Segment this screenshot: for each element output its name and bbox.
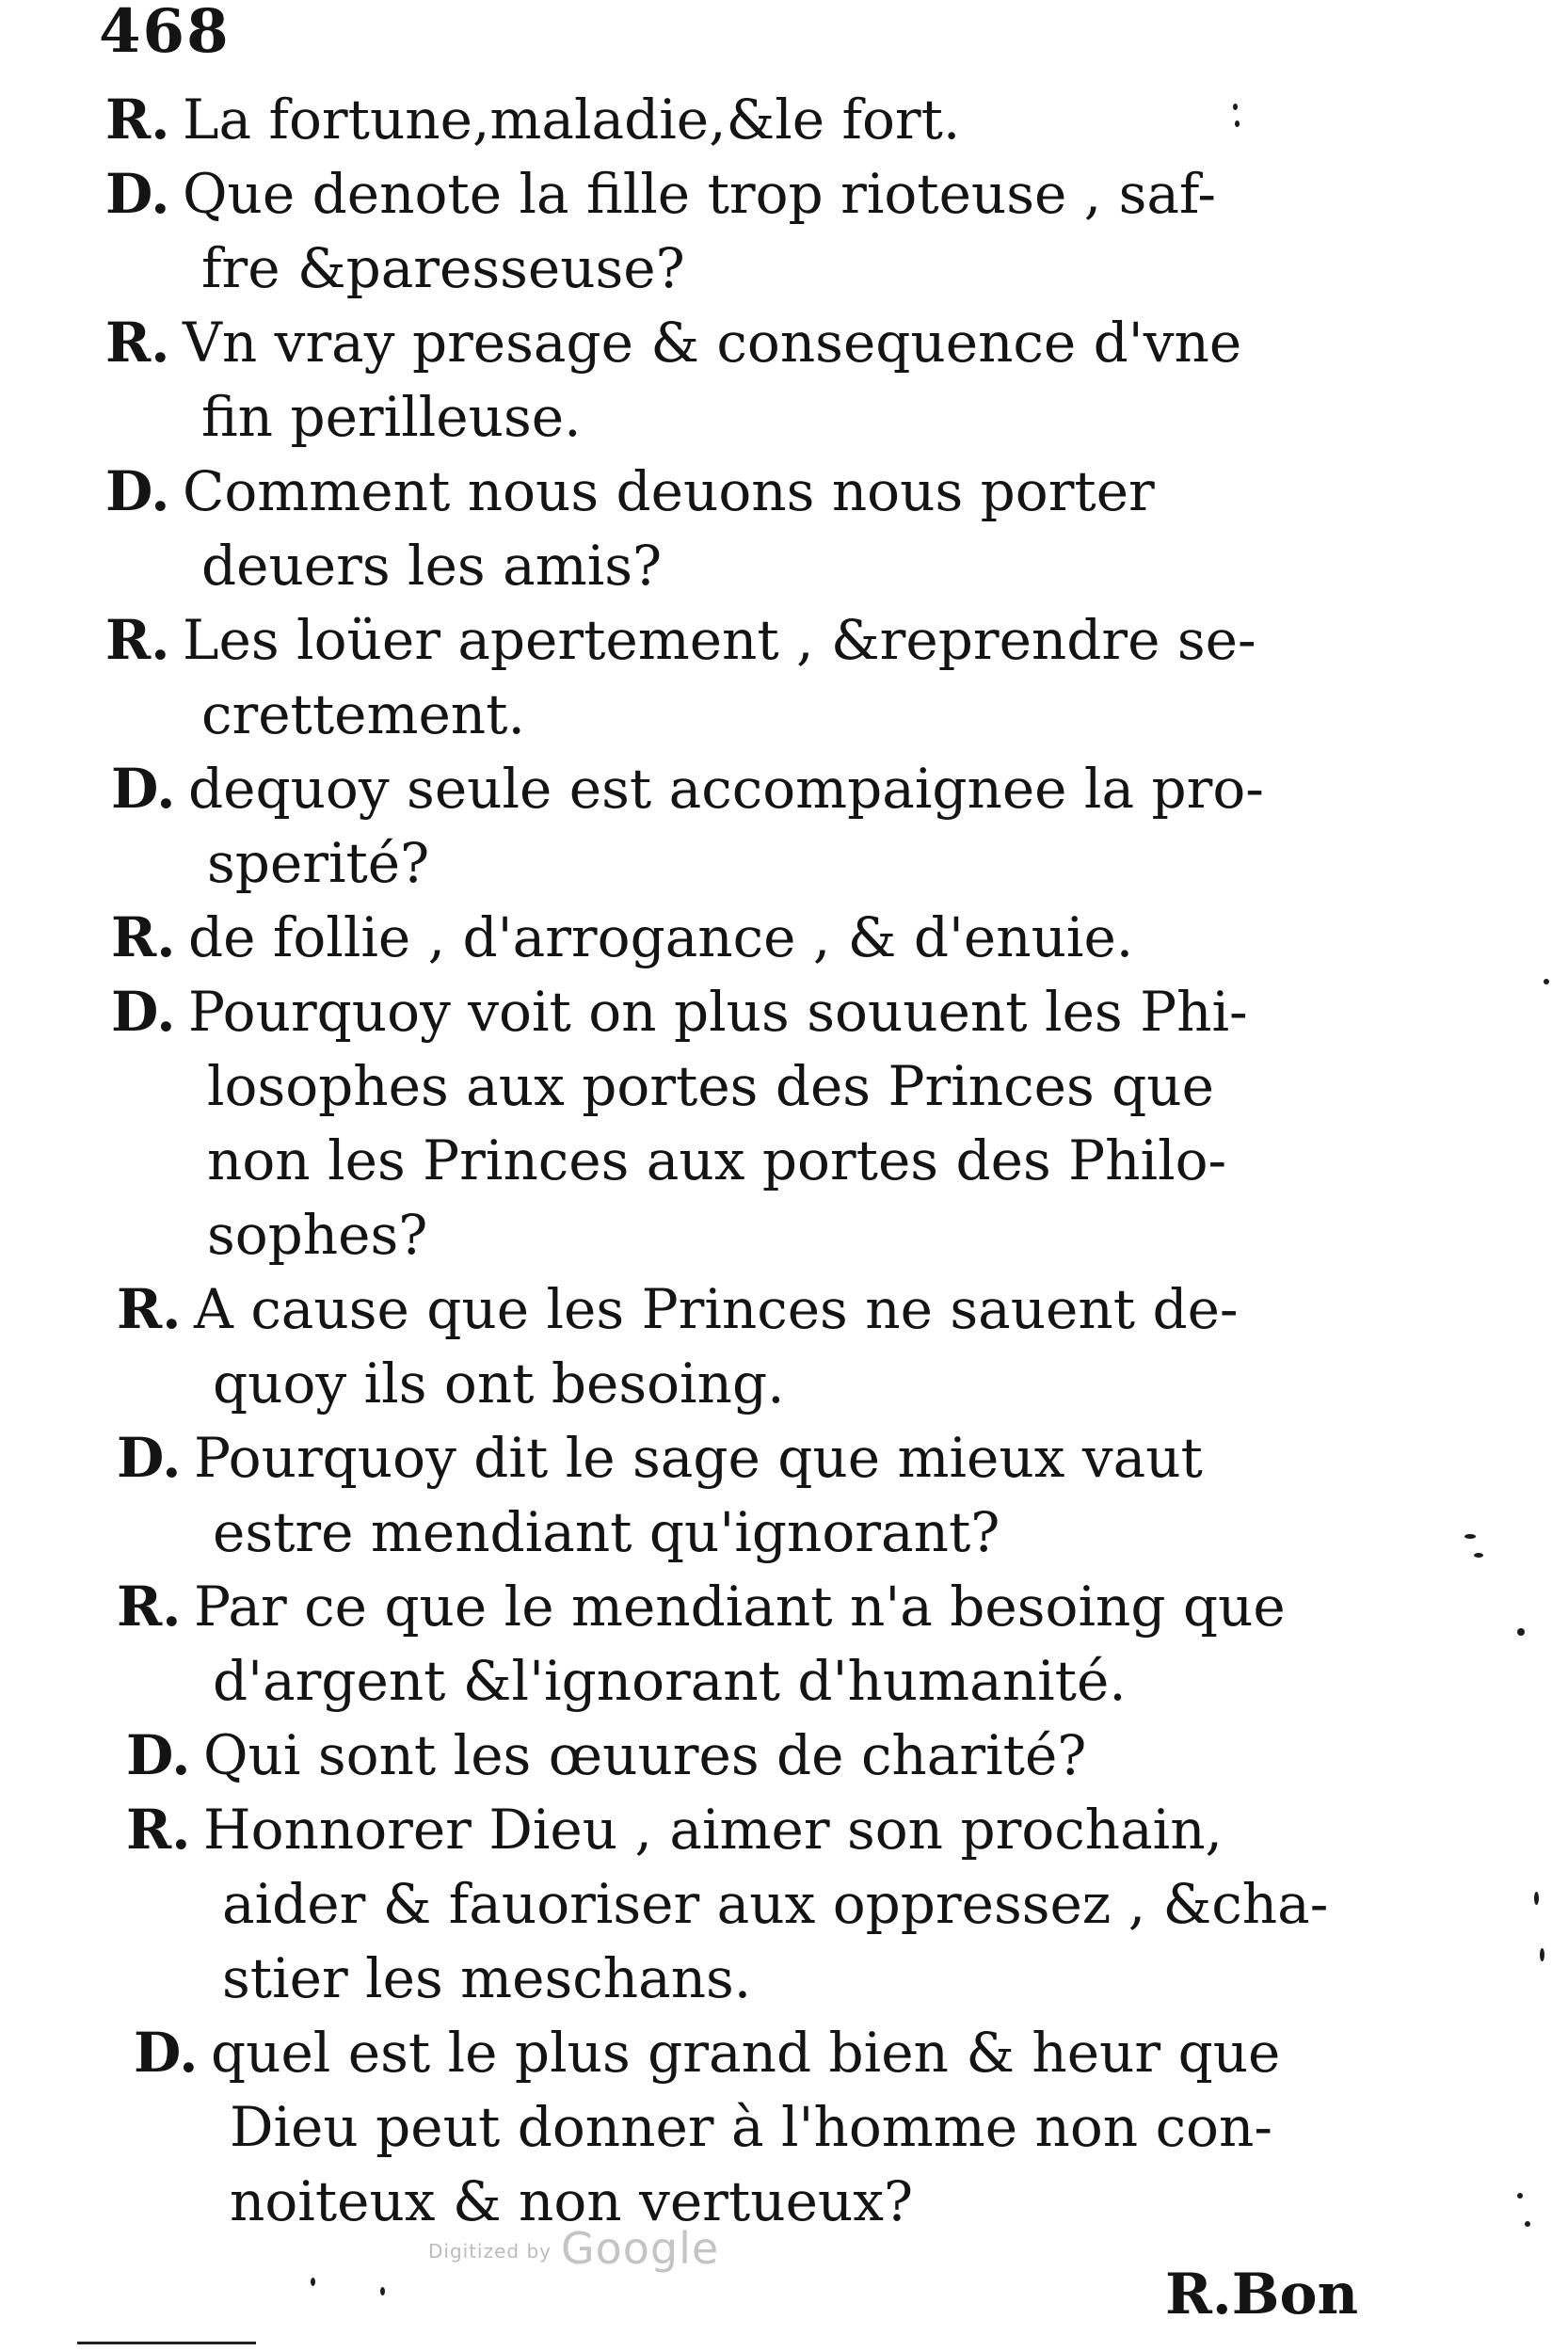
speaker-mark: D. bbox=[117, 1426, 182, 1490]
ink-speck bbox=[311, 2278, 315, 2286]
dialogue-entry bbox=[111, 752, 1357, 901]
ink-speck bbox=[1517, 1628, 1525, 1636]
speaker-mark: D. bbox=[105, 459, 170, 523]
text-line: fin perilleuse. bbox=[201, 385, 582, 449]
digitized-watermark bbox=[428, 2223, 719, 2274]
text-line: losophes aux portes des Princes que bbox=[207, 1054, 1214, 1118]
speaker-mark: R. bbox=[105, 88, 170, 152]
speaker-mark: D. bbox=[126, 1723, 191, 1787]
text-line: Vn vray presage & consequence d'vne bbox=[183, 311, 1242, 375]
text-line: Par ce que le mendiant n'a besoing que bbox=[194, 1575, 1286, 1639]
text-line: Pourquoy dit le sage que mieux vaut bbox=[194, 1426, 1203, 1490]
speaker-mark: R. bbox=[117, 1575, 182, 1639]
ink-speck bbox=[1534, 1892, 1539, 1905]
dialogue-entry bbox=[117, 1570, 1357, 1719]
dialogue-entry bbox=[105, 306, 1357, 455]
dialogue-entry bbox=[134, 2016, 1357, 2239]
ink-speck bbox=[1544, 979, 1549, 984]
text-line: quel est le plus grand bien & heur que bbox=[211, 2021, 1281, 2085]
text-line: noiteux & non vertueux? bbox=[230, 2169, 914, 2233]
ink-speck bbox=[380, 2287, 385, 2295]
text-line: fre &paresseuse? bbox=[201, 236, 685, 300]
text-line: Dieu peut donner à l'homme non con- bbox=[230, 2095, 1272, 2159]
ink-speck bbox=[1235, 120, 1240, 127]
text-line: estre mendiant qu'ignorant? bbox=[213, 1500, 1000, 1564]
dialogue-entry bbox=[117, 1421, 1357, 1570]
dialogue-entry bbox=[111, 901, 1357, 975]
text-line: La fortune,maladie,&le fort. bbox=[183, 88, 961, 152]
text-line: aider & fauoriser aux oppressez , &cha- bbox=[222, 1872, 1329, 1936]
text-line: Qui sont les œuures de charité? bbox=[203, 1723, 1087, 1787]
page-number: 468 bbox=[99, 0, 231, 67]
dialogue-entry bbox=[117, 1272, 1357, 1421]
text-line: Que denote la fille trop rioteuse , saf- bbox=[183, 162, 1217, 226]
speaker-mark: D. bbox=[105, 162, 170, 226]
text-line: d'argent &l'ignorant d'humanité. bbox=[213, 1649, 1127, 1713]
text-line: Honnorer Dieu , aimer son prochain, bbox=[203, 1798, 1223, 1862]
watermark-logo-text: Google bbox=[561, 2223, 720, 2274]
dialogue-entry bbox=[126, 1793, 1357, 2016]
text-line: dequoy seule est accompaignee la pro- bbox=[188, 757, 1264, 821]
speaker-mark: R. bbox=[111, 905, 176, 969]
text-line: crettement. bbox=[201, 682, 525, 746]
watermark-small-text: Digitized by bbox=[428, 2240, 552, 2263]
speaker-mark: R. bbox=[105, 608, 170, 672]
speaker-mark: R. bbox=[126, 1798, 191, 1862]
ink-speck bbox=[1474, 1553, 1483, 1558]
bottom-rule bbox=[77, 2342, 256, 2344]
text-line: Les loüer apertement , &reprendre se- bbox=[183, 608, 1256, 672]
ink-speck bbox=[1233, 104, 1238, 110]
dialogue-entries bbox=[105, 83, 1357, 2239]
ink-speck bbox=[1540, 1948, 1544, 1961]
ink-speck bbox=[1525, 2221, 1530, 2227]
text-line: sophes? bbox=[207, 1203, 428, 1267]
speaker-mark: R. bbox=[105, 311, 170, 375]
ink-speck bbox=[1517, 2193, 1523, 2199]
text-line: A cause que les Princes ne sauent de- bbox=[194, 1277, 1239, 1341]
catchword: R.Bon bbox=[1165, 2262, 1359, 2327]
speaker-mark: D. bbox=[134, 2021, 199, 2085]
text-line: stier les meschans. bbox=[222, 1946, 752, 2010]
text-line: sperité? bbox=[207, 831, 430, 895]
speaker-mark: D. bbox=[111, 757, 176, 821]
speaker-mark: D. bbox=[111, 980, 176, 1044]
text-line: deuers les amis? bbox=[201, 534, 663, 598]
text-line: quoy ils ont besoing. bbox=[213, 1351, 785, 1415]
text-line: de follie , d'arrogance , & d'enuie. bbox=[188, 905, 1134, 969]
text-line: Pourquoy voit on plus souuent les Phi- bbox=[188, 980, 1248, 1044]
dialogue-entry bbox=[105, 455, 1357, 603]
speaker-mark: R. bbox=[117, 1277, 182, 1341]
text-line: non les Princes aux portes des Philo- bbox=[207, 1128, 1227, 1192]
dialogue-entry bbox=[105, 603, 1357, 752]
dialogue-entry bbox=[105, 83, 1357, 157]
dialogue-entry bbox=[111, 975, 1357, 1272]
ink-speck bbox=[1464, 1534, 1476, 1539]
dialogue-entry bbox=[126, 1719, 1357, 1793]
text-line: Comment nous deuons nous porter bbox=[183, 459, 1155, 523]
dialogue-entry bbox=[105, 157, 1357, 306]
